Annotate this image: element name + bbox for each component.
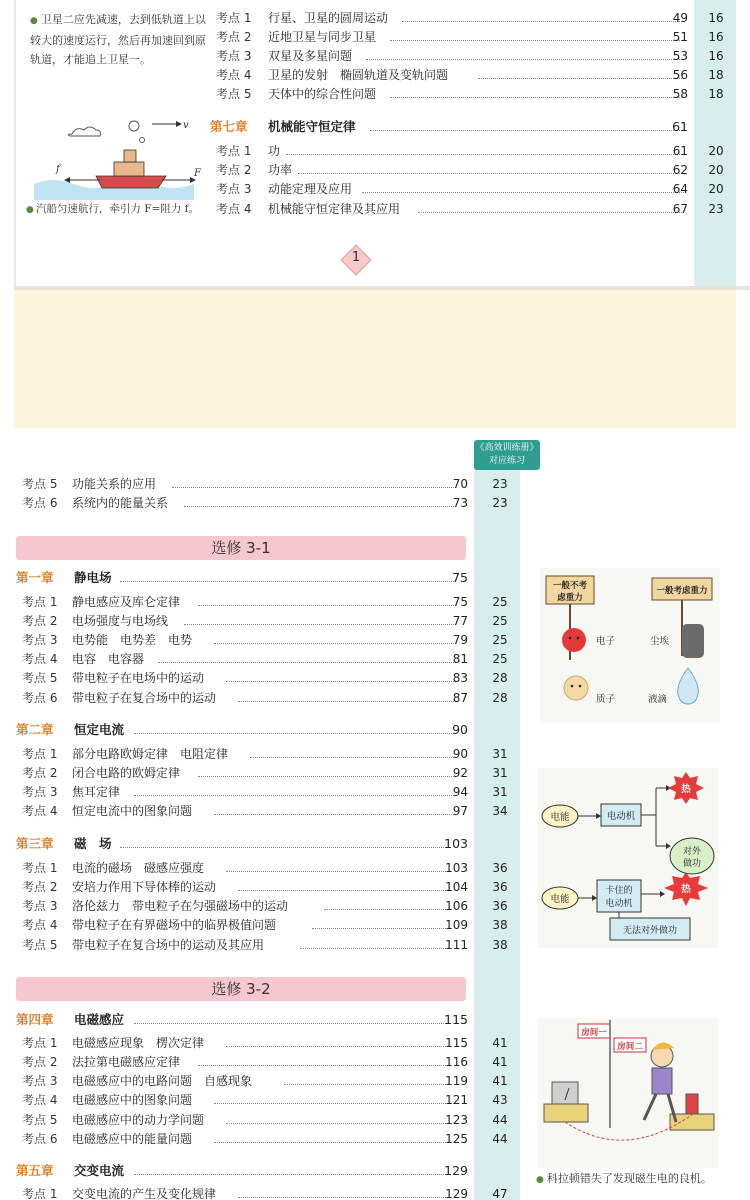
practice-ref: 20 (708, 144, 724, 158)
practice-ref: 18 (708, 87, 724, 101)
toc-row[interactable] (22, 745, 522, 764)
practice-ref: 36 (492, 880, 508, 894)
toc-row[interactable] (22, 689, 522, 708)
topic-title: 电磁感应中的能量问题 (72, 1132, 193, 1146)
chapter-title: 交变电流 (74, 1163, 125, 1178)
galvanometer-icon (552, 1082, 578, 1104)
topic-title: 电磁感应中的图象问题 (72, 1093, 193, 1107)
topic-number: 考点 6 (22, 496, 58, 510)
page-ref: 75 (452, 570, 468, 585)
toc-row[interactable] (22, 1034, 522, 1053)
topic-number: 考点 1 (22, 861, 58, 875)
chapter-title: 机械能守恒定律 (268, 119, 356, 134)
leader-dots (120, 847, 446, 848)
topic-number: 考点 2 (22, 880, 58, 894)
chapter-title: 磁 场 (74, 836, 112, 851)
practice-ref: 28 (492, 691, 508, 705)
practice-ref: 18 (708, 68, 724, 82)
page-ref: 109 (445, 918, 468, 932)
leader-dots (198, 605, 456, 606)
toc-row[interactable] (22, 475, 522, 494)
topic-title: 电容 电容器 (72, 652, 145, 666)
work-text-2: 做功 (682, 859, 702, 869)
leader-dots (184, 624, 456, 625)
practice-ref: 23 (492, 477, 508, 491)
leader-dots (226, 1046, 448, 1047)
topic-title: 天体中的综合性问题 (268, 87, 377, 101)
page-ref: 61 (672, 144, 688, 158)
toc-row[interactable] (216, 142, 730, 161)
toc-row[interactable] (216, 200, 730, 219)
topic-title: 部分电路欧姆定律 电阻定律 (72, 747, 229, 761)
topic-title: 带电粒子在复合场中的运动 (72, 691, 217, 705)
leader-dots (134, 795, 456, 796)
sign-left-text-2: 虑重力 (557, 593, 583, 603)
page-ref: 115 (444, 1012, 468, 1027)
topic-title: 静电感应及库仑定律 (72, 595, 181, 609)
sign-left-text-1: 一般不考 (552, 581, 588, 591)
practice-ref: 36 (492, 899, 508, 913)
practice-ref: 16 (708, 30, 724, 44)
page-ref: 81 (452, 652, 468, 666)
sign-right-text: 一般考虑重力 (656, 586, 708, 596)
topic-number: 考点 1 (22, 595, 58, 609)
toc-row[interactable] (22, 783, 522, 802)
chapter-heading[interactable] (210, 117, 690, 137)
leader-dots (238, 890, 448, 891)
topic-number: 考点 2 (22, 1055, 58, 1069)
page-ref: 90 (452, 747, 468, 761)
section-header: 选修 3-1 (16, 536, 466, 560)
topic-title: 交变电流的产生及变化规律 (72, 1187, 217, 1200)
topic-number: 考点 1 (22, 1187, 58, 1200)
topic-number: 考点 3 (216, 49, 252, 63)
leader-dots (390, 40, 684, 41)
svg-text:热: 热 (681, 784, 691, 795)
chapter-title: 恒定电流 (74, 722, 125, 737)
topic-title: 焦耳定律 (72, 785, 121, 799)
chapter-number: 第四章 (16, 1012, 54, 1027)
practice-ref: 44 (492, 1132, 508, 1146)
page-ref: 111 (445, 938, 468, 952)
leader-dots (286, 154, 684, 155)
topic-title: 洛伦兹力 带电粒子在匀强磁场中的运动 (72, 899, 289, 913)
svg-text:电动机: 电动机 (606, 811, 636, 822)
practice-ref: 41 (492, 1036, 508, 1050)
topic-number: 考点 5 (22, 477, 58, 491)
practice-ref: 20 (708, 163, 724, 177)
practice-ref: 38 (492, 918, 508, 932)
room2-label: 房间二 (617, 1042, 643, 1052)
topic-number: 考点 3 (22, 785, 58, 799)
topic-title: 闭合电路的欧姆定律 (72, 766, 181, 780)
topic-number: 考点 1 (216, 11, 252, 25)
leader-dots (158, 662, 456, 663)
droplet-label: 液滴 (648, 694, 668, 705)
practice-ref: 34 (492, 804, 508, 818)
page-ref: 97 (452, 804, 468, 818)
leader-dots (172, 487, 456, 488)
topic-number: 考点 2 (216, 30, 252, 44)
practice-ref: 25 (492, 595, 508, 609)
dust-icon (682, 624, 704, 658)
leader-dots (250, 757, 456, 758)
room1-label: 房间一 (581, 1028, 607, 1038)
drag-label: f (56, 164, 60, 175)
practice-ref: 25 (492, 614, 508, 628)
practice-ref: 43 (492, 1093, 508, 1107)
boat-illustration (30, 110, 210, 200)
topic-number: 考点 5 (22, 1113, 58, 1127)
satellite-note: ● 卫星二应先减速，去到低轨道上以较大的速度运行，然后再加速回到原轨道，才能追上卫星一。 (30, 13, 206, 66)
practice-badge: 《高效训练册》 对应练习 (474, 440, 540, 470)
toc-row[interactable] (216, 9, 730, 28)
page-ref: 104 (445, 880, 468, 894)
practice-ref: 38 (492, 938, 508, 952)
page-ref: 51 (672, 30, 688, 44)
leader-dots (238, 1197, 448, 1198)
toc-row[interactable] (216, 66, 730, 85)
topic-number: 考点 4 (216, 68, 252, 82)
leader-dots (226, 681, 456, 682)
leader-dots (370, 130, 684, 131)
topic-number: 考点 3 (22, 1074, 58, 1088)
toc-row[interactable] (22, 1185, 522, 1200)
topic-title: 双星及多星问题 (268, 49, 353, 63)
practice-ref: 41 (492, 1074, 508, 1088)
leader-dots (238, 701, 456, 702)
topic-title: 带电粒子在复合场中的运动及其应用 (72, 938, 265, 952)
chapter-number: 第一章 (16, 570, 54, 585)
toc-row[interactable] (22, 1053, 522, 1072)
leader-dots (298, 173, 684, 174)
leader-dots (312, 928, 448, 929)
topic-number: 考点 5 (216, 87, 252, 101)
topic-title: 行星、卫星的圆周运动 (268, 11, 389, 25)
toc-row[interactable] (22, 764, 522, 783)
chapter-number: 第二章 (16, 722, 54, 737)
leader-dots (214, 814, 456, 815)
dust-label: 尘埃 (650, 636, 670, 647)
colladon-illustration (538, 1018, 718, 1168)
topic-number: 考点 6 (22, 691, 58, 705)
leader-dots (366, 59, 684, 60)
top-page (0, 0, 750, 290)
topic-number: 考点 3 (22, 899, 58, 913)
topic-title: 法拉第电磁感应定律 (72, 1055, 181, 1069)
toc-row[interactable] (22, 612, 522, 631)
toc-row[interactable] (22, 936, 522, 955)
toc-row[interactable] (216, 47, 730, 66)
practice-ref: 44 (492, 1113, 508, 1127)
practice-ref: 47 (492, 1187, 508, 1200)
svg-text:无法对外做功: 无法对外做功 (622, 926, 678, 936)
practice-ref: 20 (708, 182, 724, 196)
practice-ref: 25 (492, 652, 508, 666)
practice-ref: 16 (708, 49, 724, 63)
toc-row[interactable] (216, 28, 730, 47)
page-edge (14, 0, 16, 290)
toc-row[interactable] (22, 650, 522, 669)
topic-number: 考点 3 (22, 633, 58, 647)
topic-number: 考点 4 (22, 804, 58, 818)
leader-dots (418, 212, 684, 213)
toc-row[interactable] (22, 897, 522, 916)
bullet-icon: ● (30, 16, 38, 26)
boat-icon (96, 176, 166, 188)
topic-title: 电磁感应现象 楞次定律 (72, 1036, 205, 1050)
practice-ref: 16 (708, 11, 724, 25)
page-ref: 106 (445, 899, 468, 913)
proton-label: 质子 (596, 694, 616, 705)
bottom-page (0, 428, 750, 1200)
page-ref: 103 (444, 836, 468, 851)
practice-ref: 36 (492, 861, 508, 875)
leader-dots (478, 78, 684, 79)
page-number: 1 (340, 244, 372, 276)
chapter-heading[interactable] (16, 720, 472, 740)
chapter-heading[interactable] (16, 568, 472, 588)
topic-title: 恒定电流中的图象问题 (72, 804, 193, 818)
topic-title: 电磁感应中的电路问题 自感现象 (72, 1074, 253, 1088)
chapter-heading[interactable] (16, 1010, 472, 1030)
topic-title: 动能定理及应用 (268, 182, 353, 196)
page-ref: 77 (452, 614, 468, 628)
leader-dots (324, 909, 448, 910)
topic-number: 考点 2 (22, 614, 58, 628)
page-ref: 62 (672, 163, 688, 177)
motor-energy-diagram (538, 768, 718, 948)
leader-dots (214, 1142, 448, 1143)
leader-dots (362, 192, 684, 193)
chapter-heading[interactable] (16, 834, 472, 854)
topic-number: 考点 2 (22, 766, 58, 780)
page-ref: 83 (452, 671, 468, 685)
leader-dots (184, 506, 456, 507)
electron-icon (562, 628, 586, 652)
page-ref: 90 (452, 722, 468, 737)
svg-text:热: 热 (681, 884, 691, 895)
practice-ref: 31 (492, 785, 508, 799)
page-ref: 103 (445, 861, 468, 875)
practice-ref: 28 (492, 671, 508, 685)
chapter-number: 第五章 (16, 1163, 54, 1178)
leader-dots (134, 1174, 446, 1175)
topic-title: 功能关系的应用 (72, 477, 157, 491)
toc-row[interactable] (22, 916, 522, 935)
topic-title: 功率 (268, 163, 293, 177)
page-ref: 94 (452, 785, 468, 799)
topic-title: 带电粒子在电场中的运动 (72, 671, 205, 685)
toc-row[interactable] (22, 1072, 522, 1091)
topic-number: 考点 5 (22, 938, 58, 952)
toc-row[interactable] (22, 878, 522, 897)
leader-dots (390, 97, 684, 98)
topic-number: 考点 5 (22, 671, 58, 685)
toc-row[interactable] (216, 161, 730, 180)
topic-title: 电势能 电势差 电势 (72, 633, 193, 647)
stuck-text-2: 电动机 (605, 899, 633, 909)
toc-row[interactable] (22, 631, 522, 650)
page-ref: 49 (672, 11, 688, 25)
page-ref: 61 (672, 119, 688, 134)
page-ref: 125 (445, 1132, 468, 1146)
leader-dots (214, 643, 456, 644)
practice-ref: 31 (492, 747, 508, 761)
page-ref: 58 (672, 87, 688, 101)
toc-row[interactable] (22, 1091, 522, 1110)
topic-number: 考点 4 (216, 202, 252, 216)
chapter-title: 静电场 (74, 570, 112, 585)
leader-dots (134, 1023, 446, 1024)
bullet-icon: ● (26, 205, 34, 215)
toc-row[interactable] (22, 1130, 522, 1149)
topic-number: 考点 1 (22, 747, 58, 761)
topic-number: 考点 4 (22, 652, 58, 666)
page-ref: 116 (445, 1055, 468, 1069)
topic-title: 安培力作用下导体棒的运动 (72, 880, 217, 894)
page-ref: 56 (672, 68, 688, 82)
topic-title: 机械能守恒定律及其应用 (268, 202, 401, 216)
toc-row[interactable] (22, 593, 522, 612)
topic-number: 考点 6 (22, 1132, 58, 1146)
proton-icon (564, 676, 588, 700)
toc-row[interactable] (216, 180, 730, 199)
leader-dots (402, 21, 684, 22)
blank-page-gap (14, 290, 736, 428)
velocity-label: v (183, 120, 189, 131)
leader-dots (198, 1065, 448, 1066)
chapter-number: 第七章 (210, 119, 248, 134)
practice-ref: 41 (492, 1055, 508, 1069)
leader-dots (226, 1123, 448, 1124)
practice-ref: 23 (708, 202, 724, 216)
cloud-icon (68, 127, 100, 136)
toc-row[interactable] (216, 85, 730, 104)
topic-title: 卫星的发射 椭圆轨道及变轨问题 (268, 68, 449, 82)
topic-title: 功 (268, 144, 281, 158)
sun-icon (129, 121, 139, 131)
page-ref: 70 (452, 477, 468, 491)
practice-ref: 25 (492, 633, 508, 647)
stuck-text-1: 卡住的 (605, 886, 633, 896)
leader-dots (134, 733, 454, 734)
topic-title: 电流的磁场 磁感应强度 (72, 861, 205, 875)
leader-dots (198, 776, 456, 777)
chapter-title: 电磁感应 (74, 1012, 125, 1027)
topic-title: 电磁感应中的动力学问题 (72, 1113, 205, 1127)
page-ref: 115 (445, 1036, 468, 1050)
topic-title: 电场强度与电场线 (72, 614, 169, 628)
toc-row[interactable] (22, 859, 522, 878)
chapter-heading[interactable] (16, 1161, 472, 1181)
page-ref: 121 (445, 1093, 468, 1107)
page-ref: 129 (444, 1163, 468, 1178)
chapter-number: 第三章 (16, 836, 54, 851)
topic-title: 系统内的能量关系 (72, 496, 169, 510)
leader-dots (226, 871, 448, 872)
topic-title: 近地卫星与同步卫星 (268, 30, 377, 44)
topic-title: 带电粒子在有界磁场中的临界极值问题 (72, 918, 277, 932)
page-ref: 87 (452, 691, 468, 705)
electron-label: 电子 (596, 636, 616, 647)
svg-text:电能: 电能 (550, 812, 570, 823)
page-ref: 75 (452, 595, 468, 609)
gravity-illustration (540, 568, 720, 723)
practice-ref: 31 (492, 766, 508, 780)
toc-row[interactable] (22, 1111, 522, 1130)
work-text-1: 对外 (682, 847, 702, 857)
topic-number: 考点 1 (22, 1036, 58, 1050)
colladon-caption: ● 科拉顿错失了发现磁生电的良机。 (536, 1172, 712, 1185)
page-ref: 123 (445, 1113, 468, 1127)
bullet-icon: ● (536, 1175, 544, 1185)
toc-row[interactable] (22, 494, 522, 513)
page-ref: 92 (452, 766, 468, 780)
topic-number: 考点 2 (216, 163, 252, 177)
leader-dots (284, 1084, 448, 1085)
page-ref: 64 (672, 182, 688, 196)
page-ref: 73 (452, 496, 468, 510)
section-header: 选修 3-2 (16, 977, 466, 1001)
topic-number: 考点 4 (22, 918, 58, 932)
topic-number: 考点 1 (216, 144, 252, 158)
boat-caption: ● 汽船匀速航行，牵引力 F=阻力 f。 (26, 203, 200, 215)
toc-row[interactable] (22, 802, 522, 821)
leader-dots (120, 581, 454, 582)
page-ref: 67 (672, 202, 688, 216)
page-ref: 79 (452, 633, 468, 647)
svg-text:电能: 电能 (550, 894, 570, 905)
toc-row[interactable] (22, 669, 522, 688)
topic-number: 考点 3 (216, 182, 252, 196)
leader-dots (300, 948, 448, 949)
magnet-icon (686, 1094, 698, 1114)
page-ref: 53 (672, 49, 688, 63)
page-ref: 119 (445, 1074, 468, 1088)
practice-ref: 23 (492, 496, 508, 510)
traction-label: F (194, 168, 201, 179)
page-ref: 129 (445, 1187, 468, 1200)
topic-number: 考点 4 (22, 1093, 58, 1107)
leader-dots (214, 1103, 448, 1104)
